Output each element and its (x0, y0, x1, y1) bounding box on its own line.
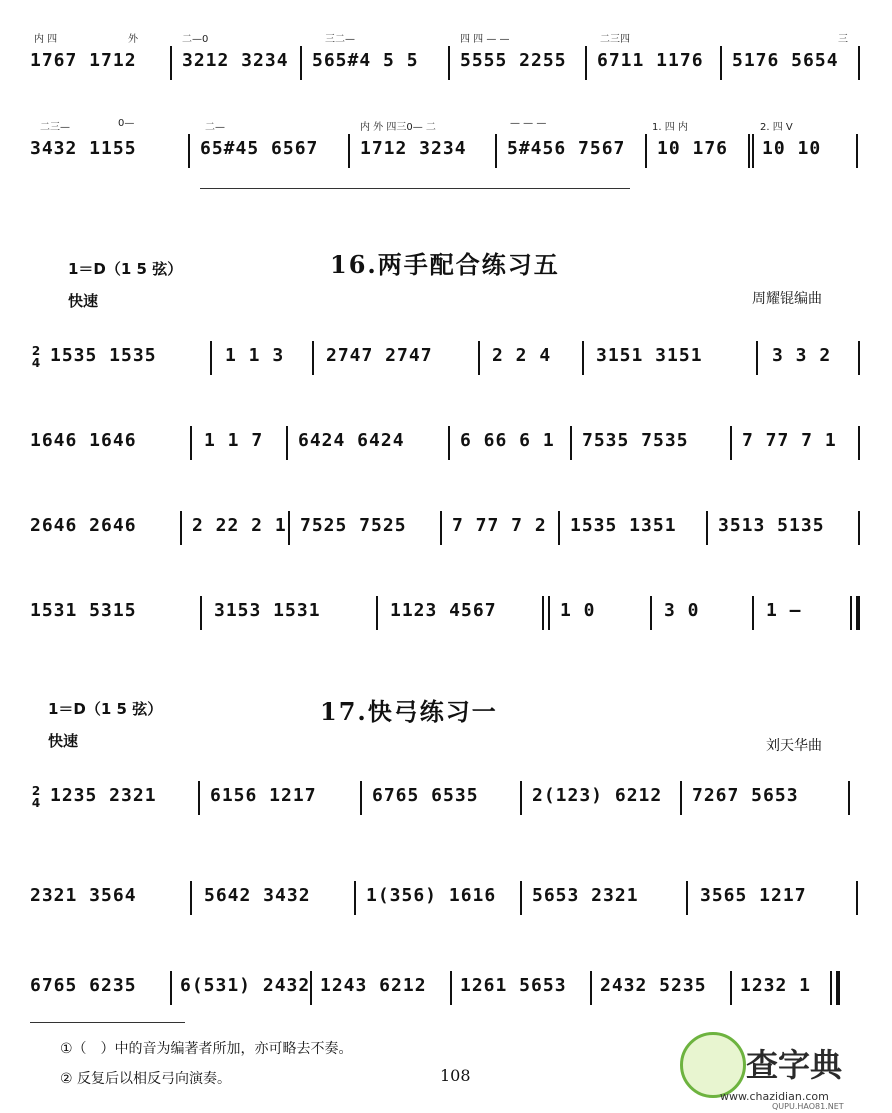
fingering-mark: 四 四 — — (460, 34, 510, 45)
bar-line (848, 781, 850, 815)
measure: 65#45 6567 (200, 138, 319, 159)
bar-line (170, 971, 172, 1005)
bar-line (180, 511, 182, 545)
volta-first-ending: 1. 四 内 (652, 122, 688, 133)
bar-line (558, 511, 560, 545)
bar-line (730, 971, 732, 1005)
measure: 5653 2321 (532, 885, 639, 906)
bar-line (590, 971, 592, 1005)
measure: 5642 3432 (204, 885, 311, 906)
bar-line (170, 46, 172, 80)
measure: 6765 6535 (372, 785, 479, 806)
watermark-name: 查字典 (746, 1046, 843, 1084)
measure: 2747 2747 (326, 345, 433, 366)
measure: 1 0 (560, 600, 596, 621)
measure: 1767 1712 (30, 50, 137, 71)
measure: 2(123) 6212 (532, 785, 663, 806)
footnote: ①（ ）中的音为编著者所加，亦可略去不奏。 (60, 1041, 353, 1057)
measure: 7535 7535 (582, 430, 689, 451)
measure: 1646 1646 (30, 430, 137, 451)
measure: 1 1 7 (204, 430, 264, 451)
volta-second-ending: 2. 四 V (760, 122, 793, 133)
bar-line (858, 341, 860, 375)
bar-line (858, 46, 860, 80)
bar-line (858, 426, 860, 460)
fingering-mark: — — — (510, 118, 547, 129)
divider-line (200, 188, 630, 189)
bar-line (650, 596, 652, 630)
measure: 3153 1531 (214, 600, 321, 621)
fingering-mark: 二三四 (600, 34, 630, 45)
measure: 7 77 7 2 (452, 515, 547, 536)
fingering-mark: 三二— (325, 34, 355, 45)
bar-line (354, 881, 356, 915)
bar-line (450, 971, 452, 1005)
bar-line (582, 341, 584, 375)
measure: 2432 5235 (600, 975, 707, 996)
tempo-marking: 快速 (48, 732, 79, 750)
score-row (30, 765, 862, 835)
bar-line (200, 596, 202, 630)
tempo-marking: 快速 (68, 292, 99, 310)
bar-line (686, 881, 688, 915)
measure: 1123 4567 (390, 600, 497, 621)
measure: 7267 5653 (692, 785, 799, 806)
bar-line (288, 511, 290, 545)
bar-line (478, 341, 480, 375)
measure: 7 77 7 1 (742, 430, 837, 451)
measure: 1 — (766, 600, 802, 621)
measure: 1261 5653 (460, 975, 567, 996)
fingering-mark: 内 四 (34, 34, 58, 45)
watermark-url: www.chazidian.com (720, 1090, 829, 1103)
time-signature: 2 4 (31, 344, 41, 370)
bar-line (585, 46, 587, 80)
fingering-mark: 0— (118, 118, 135, 129)
composer-credit: 周耀锟编曲 (752, 291, 822, 307)
time-signature: 2 4 (31, 784, 41, 810)
measure: 3565 1217 (700, 885, 807, 906)
measure: 3151 3151 (596, 345, 703, 366)
bar-line (495, 134, 497, 168)
piece-title: 16.两手配合练习五 (330, 250, 560, 279)
piece-title: 17.快弓练习一 (320, 697, 498, 726)
bar-line (720, 46, 722, 80)
measure: 1235 2321 (50, 785, 157, 806)
measure: 6 66 6 1 (460, 430, 555, 451)
final-bar-line-thick (856, 596, 860, 630)
bar-line (520, 881, 522, 915)
bar-line (730, 426, 732, 460)
measure: 6424 6424 (298, 430, 405, 451)
bar-line (680, 781, 682, 815)
score-row (30, 325, 862, 395)
measure: 2 2 4 (492, 345, 552, 366)
bar-line (856, 881, 858, 915)
measure: 6(531) 2432 (180, 975, 311, 996)
bar-line (360, 781, 362, 815)
measure: 1531 5315 (30, 600, 137, 621)
bar-line (286, 426, 288, 460)
key-signature: 1＝D（1 5 弦） (48, 700, 163, 718)
bar-line (190, 881, 192, 915)
bar-line (312, 341, 314, 375)
measure: 2321 3564 (30, 885, 137, 906)
bar-line (376, 596, 378, 630)
bar-line (198, 781, 200, 815)
measure: 3212 3234 (182, 50, 289, 71)
bar-line (440, 511, 442, 545)
bar-line (190, 426, 192, 460)
final-bar-line-thick (836, 971, 840, 1005)
bar-line (706, 511, 708, 545)
final-bar-line (856, 134, 858, 168)
composer-credit: 刘天华曲 (766, 738, 822, 754)
bar-line (756, 341, 758, 375)
fingering-mark: 三 (838, 34, 848, 45)
watermark-url-secondary: QUPU.HAO81.NET (772, 1102, 844, 1111)
measure: 5555 2255 (460, 50, 567, 71)
bar-line (448, 426, 450, 460)
fingering-mark: 二— (205, 122, 225, 133)
fingering-mark: 外 (128, 34, 138, 45)
score-row (30, 955, 862, 1025)
measure: 1(356) 1616 (366, 885, 497, 906)
measure: 2 22 2 1 (192, 515, 287, 536)
bar-line (520, 781, 522, 815)
measure: 2646 2646 (30, 515, 137, 536)
bar-line (448, 46, 450, 80)
measure: 10 176 (657, 138, 729, 159)
final-bar-line (830, 971, 832, 1005)
measure: 7525 7525 (300, 515, 407, 536)
page-number: 108 (440, 1066, 471, 1085)
measure: 5#456 7567 (507, 138, 626, 159)
measure: 1232 1 (740, 975, 812, 996)
score-row (30, 580, 862, 650)
measure: 1535 1351 (570, 515, 677, 536)
repeat-bar-line (548, 596, 550, 630)
score-row (30, 410, 862, 480)
measure: 1243 6212 (320, 975, 427, 996)
measure: 6765 6235 (30, 975, 137, 996)
key-signature: 1＝D（1 5 弦） (68, 260, 183, 278)
measure: 3432 1155 (30, 138, 137, 159)
score-row (30, 495, 862, 565)
bar-line (752, 134, 754, 168)
measure: 6711 1176 (597, 50, 704, 71)
measure: 5176 5654 (732, 50, 839, 71)
bar-line (748, 134, 750, 168)
fingering-mark: 二—0 (182, 34, 209, 45)
measure: 1712 3234 (360, 138, 467, 159)
measure: 1 1 3 (225, 345, 285, 366)
bar-line (645, 134, 647, 168)
measure: 3 3 2 (772, 345, 832, 366)
fingering-mark: 内 外 四三0— 二 (360, 122, 436, 133)
bar-line (188, 134, 190, 168)
measure: 6156 1217 (210, 785, 317, 806)
score-row (30, 865, 862, 935)
measure: 3513 5135 (718, 515, 825, 536)
measure: 3 0 (664, 600, 700, 621)
fingering-mark: 二三— (40, 122, 70, 133)
bar-line (310, 971, 312, 1005)
score-row-top-2 (30, 118, 862, 188)
bar-line (858, 511, 860, 545)
final-bar-line (850, 596, 852, 630)
bar-line (300, 46, 302, 80)
bar-line (348, 134, 350, 168)
score-row-top-1 (30, 30, 862, 100)
bar-line (210, 341, 212, 375)
footnote-rule (30, 1022, 185, 1023)
measure: 1535 1535 (50, 345, 157, 366)
measure: 10 10 (762, 138, 822, 159)
watermark-logo-icon (680, 1032, 746, 1098)
repeat-bar-line (542, 596, 544, 630)
bar-line (570, 426, 572, 460)
bar-line (752, 596, 754, 630)
footnote: ② 反复后以相反弓向演奏。 (60, 1071, 232, 1087)
measure: 565#4 5 5 (312, 50, 419, 71)
